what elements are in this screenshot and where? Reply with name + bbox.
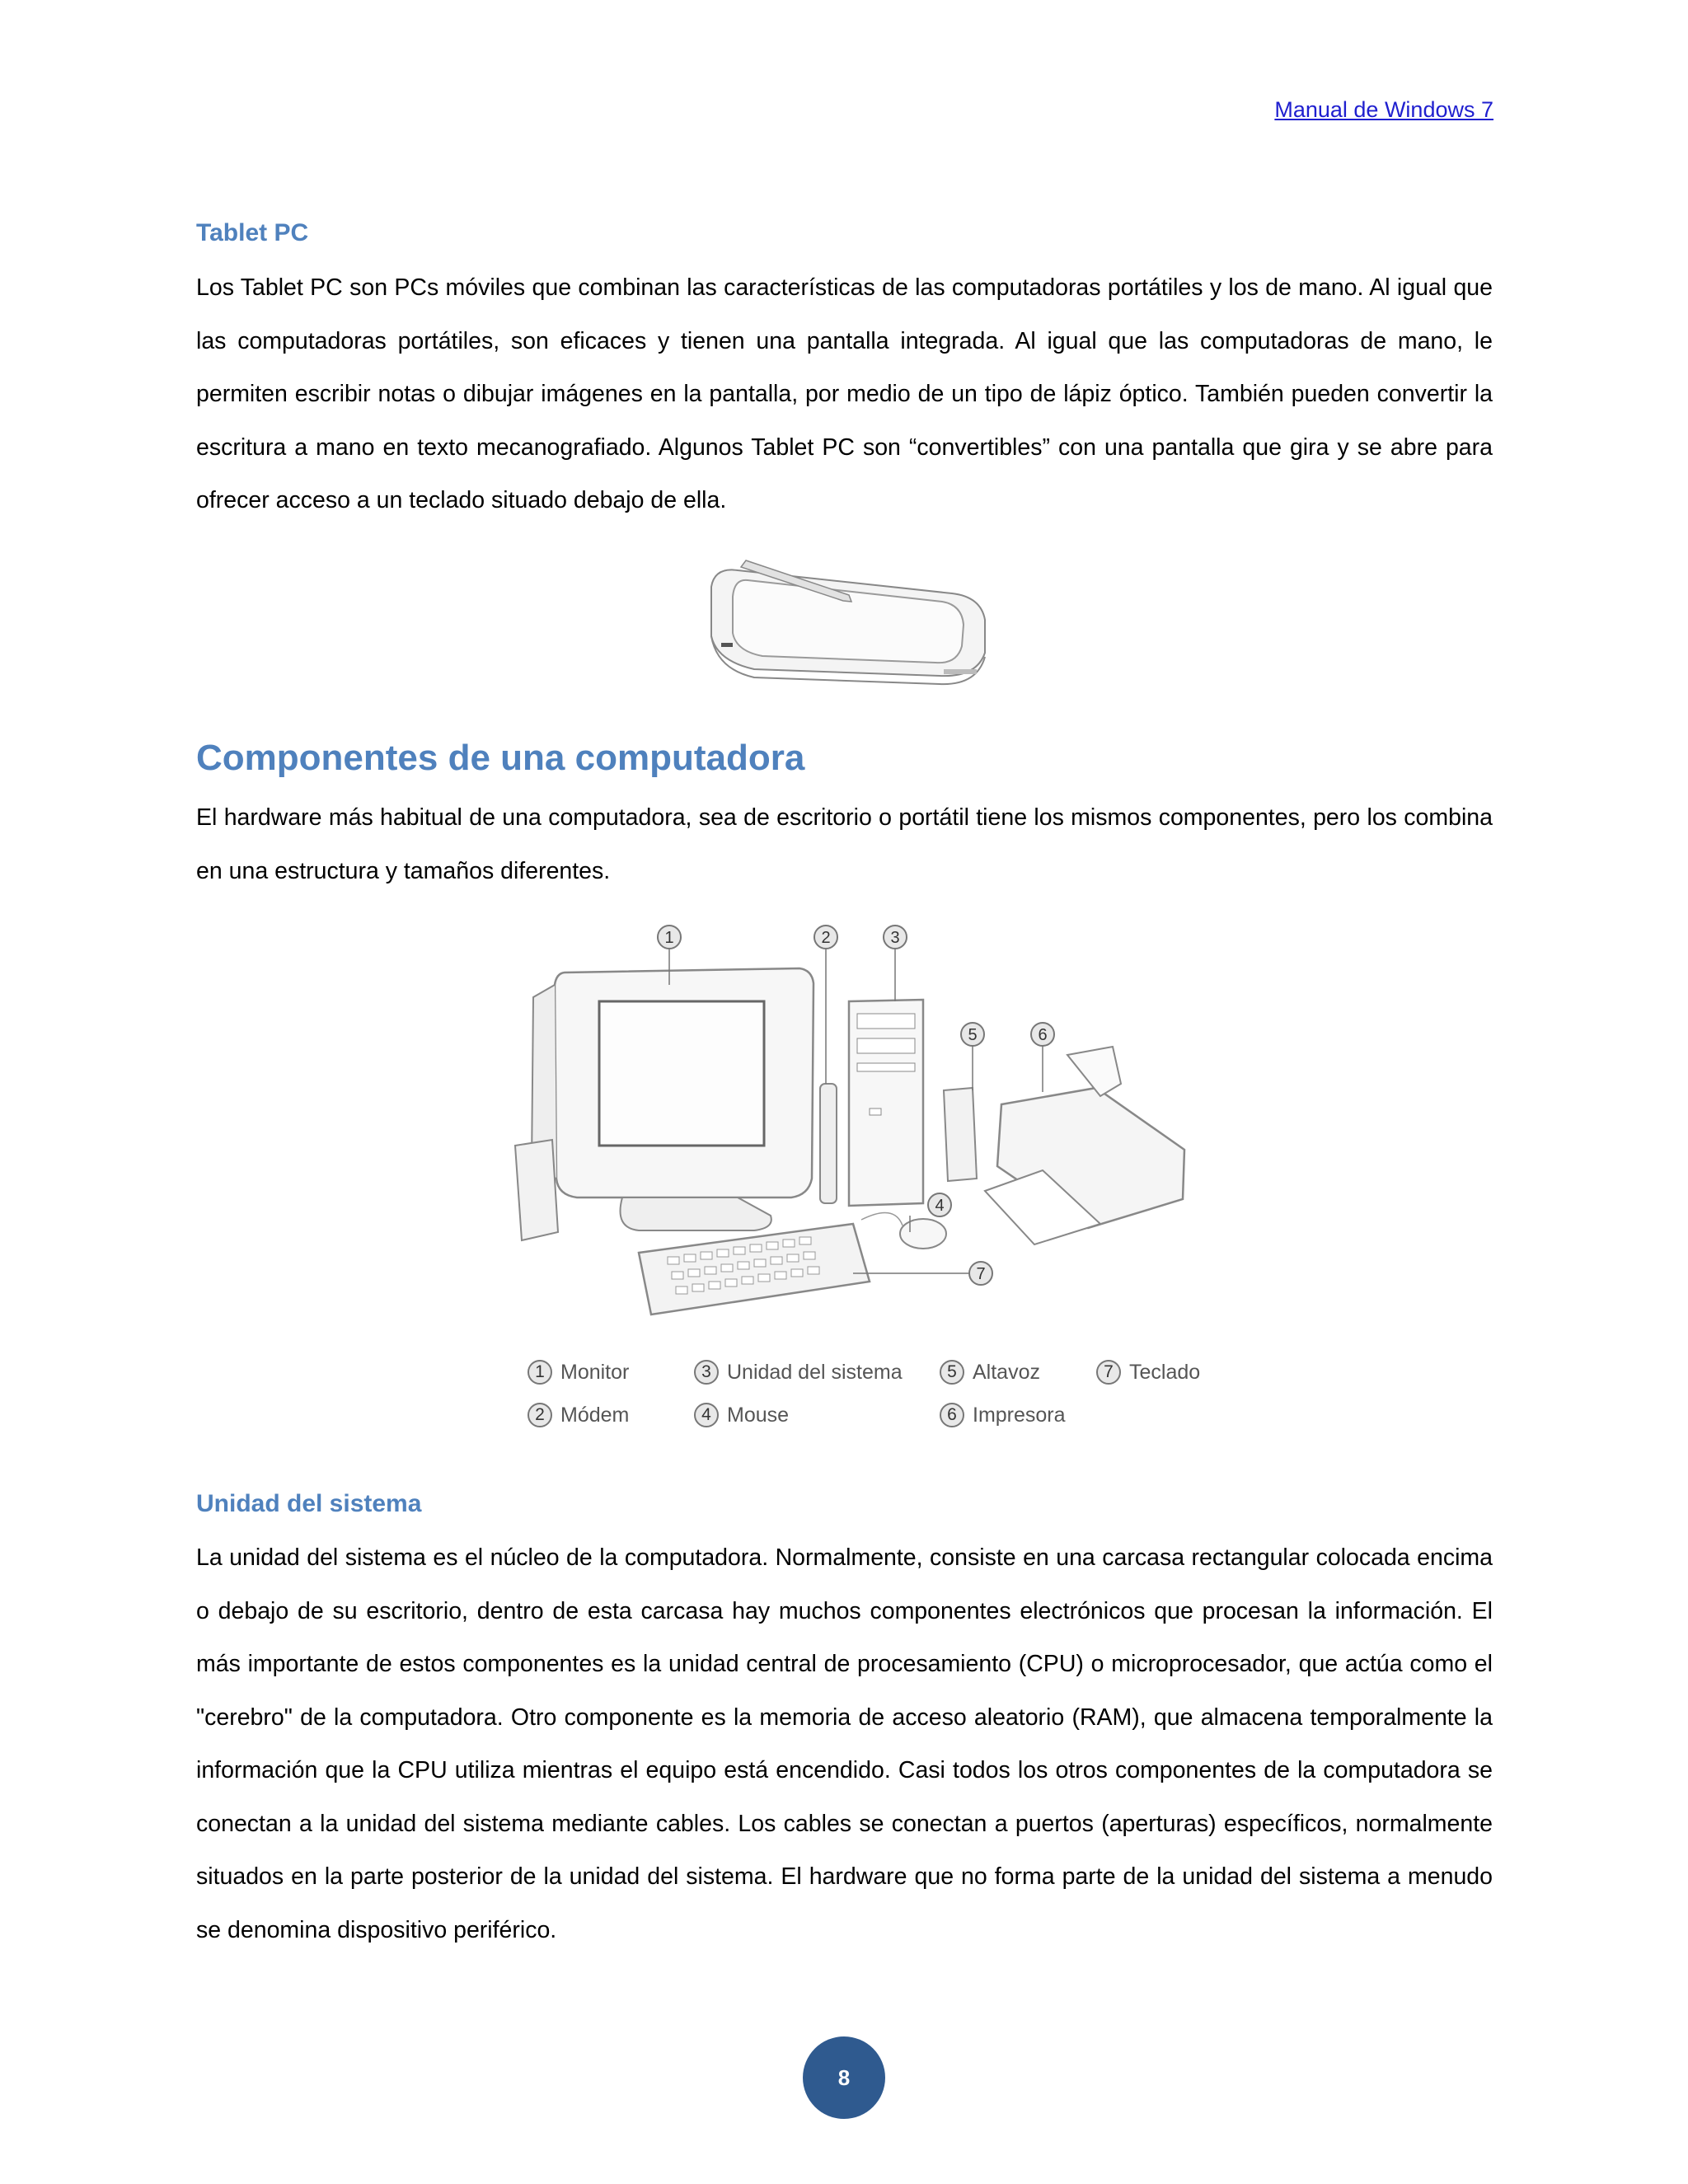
callout-3 (884, 926, 907, 949)
legend-label: Monitor (560, 1360, 630, 1384)
callout-4 (928, 1193, 951, 1216)
page-number: 8 (837, 2064, 851, 2090)
legend-item-mouse (694, 1403, 789, 1427)
page-number-badge (803, 2036, 885, 2119)
header-manual-link[interactable]: Manual de Windows 7 (1274, 97, 1493, 122)
computer-components-illustration (507, 919, 1191, 1331)
heading-componentes: Componentes de una computadora (196, 738, 805, 778)
legend-item-printer (940, 1403, 1066, 1427)
legend-item-keyboard (1096, 1360, 1200, 1385)
heading-unidad-sistema: Unidad del sistema (196, 1490, 422, 1517)
legend-item-system-unit (694, 1360, 903, 1385)
legend-number: 3 (694, 1360, 719, 1385)
svg-text:1: 1 (664, 929, 674, 947)
svg-text:2: 2 (821, 929, 831, 947)
callout-6 (1031, 1023, 1054, 1046)
paragraph-componentes: El hardware más habitual de una computadora, sea de escritorio o portátil tiene los mismos componentes, pero los combina en una estructura y tamaños diferentes. (196, 804, 1493, 884)
svg-text:4: 4 (935, 1197, 945, 1215)
legend-label: Impresora (973, 1403, 1066, 1427)
legend-number: 4 (694, 1403, 719, 1427)
legend-label: Altavoz (973, 1360, 1040, 1384)
legend-label: Mouse (727, 1403, 790, 1427)
legend-number: 6 (940, 1403, 964, 1427)
legend-number: 5 (940, 1360, 964, 1385)
legend-number: 7 (1096, 1360, 1121, 1385)
paragraph-tablet-pc: Los Tablet PC son PCs móviles que combinan las características de las computadoras portátiles y los de mano. Al igual que las computadoras portátiles, son eficaces y tienen una pantalla integrada. Al igual que las computadoras de mano, le permiten escribir notas o dibujar imágenes en la pantalla, por medio de un tipo de lápiz óptico. También pueden convertir la escritura a mano en texto mecanografiado. Algunos Tablet PC son “convertibles” con una pantalla que gira y se abre para ofrecer acceso a un teclado situado debajo de ella. (196, 274, 1493, 513)
callout-5 (961, 1023, 984, 1046)
paragraph-unidad-sistema: La unidad del sistema es el núcleo de la computadora. Normalmente, consiste en una carcasa rectangular colocada encima o debajo de su escritorio, dentro de esta carcasa hay muchos componentes electrónicos que procesan la información. El más importante de estos componentes es la unidad central de procesamiento (CPU) o microprocesador, que actúa como el "cerebro" de la computadora. Otro componente es la memoria de acceso aleatorio (RAM), que almacena temporalmente la información que la CPU utiliza mientras el equipo está encendido. Casi todos los otros componentes de la computadora se conectan a la unidad del sistema mediante cables. Los cables se conectan a puertos (aperturas) específicos, normalmente situados en la parte posterior de la unidad del sistema. El hardware que no forma parte de la unidad del sistema a menudo se denomina dispositivo periférico. (196, 1544, 1493, 1943)
legend-item-modem (528, 1403, 629, 1427)
callout-2 (814, 926, 837, 949)
callout-7 (969, 1262, 992, 1285)
svg-text:6: 6 (1038, 1026, 1048, 1044)
heading-tablet-pc: Tablet PC (196, 219, 309, 246)
svg-text:5: 5 (968, 1026, 978, 1044)
legend-item-speaker (940, 1360, 1040, 1385)
legend-number: 2 (528, 1403, 552, 1427)
legend-label: Teclado (1129, 1360, 1201, 1384)
tablet-pc-illustration (705, 554, 989, 694)
legend-item-monitor (528, 1360, 629, 1385)
legend-label: Módem (560, 1403, 630, 1427)
svg-text:7: 7 (976, 1265, 986, 1283)
callout-1 (658, 926, 681, 949)
legend-number: 1 (528, 1360, 552, 1385)
legend-label: Unidad del sistema (727, 1360, 903, 1384)
svg-text:3: 3 (890, 929, 900, 947)
